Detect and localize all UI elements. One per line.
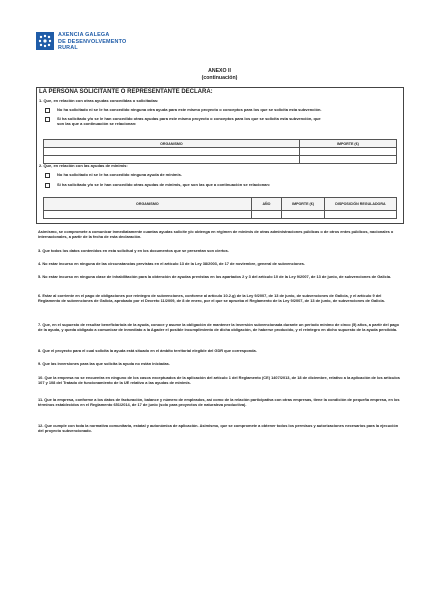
table1-cell[interactable] <box>299 148 396 156</box>
agency-name-line2: DE DESENVOLVEMENTO <box>58 38 127 45</box>
table2-cell[interactable] <box>324 211 396 219</box>
question-2: 2. Que, en relación con las ayudas de minimis: <box>39 163 128 168</box>
declaration-item-7: 7. Que, en el supuesto de resultar beneficiario/a de la ayuda, conoce y asume la obligación de mantener la inversión subvencionada durante un periodo mínimo de cinco (5) años, a partir del pago de la ayuda, y queda obligado a comunicar de inmediato a la Agader el posible incumplimiento de dicha obligación, de haberse producido, y el reintegro en dicho supuesto de la ayuda percibida. <box>38 322 400 332</box>
annex-title <box>0 68 439 82</box>
q1-option2-label-a: Sí ha solicitado y/o se le han concedido otras ayudas para este mismo proyecto o conceptos para los que se solicita esta subvención, que <box>57 116 321 121</box>
q2-option1-checkbox[interactable] <box>45 173 50 178</box>
table2-header-amount: IMPORTE (€) <box>282 198 325 211</box>
table2-cell[interactable] <box>251 211 282 219</box>
q1-option2-checkbox[interactable] <box>45 117 50 122</box>
declaration-item-8: 8. Que el proyecto para el cual solicita la ayuda está situado en el ámbito territorial elegible del GDR que corresponda. <box>38 348 257 353</box>
other-aids-table <box>43 139 397 164</box>
declaration-item-6: 6. Estar al corriente en el pago de obligaciones por reintegro de subvenciones, conforme al artículo 10.2.g) de la Ley 9/2007, de 13 de junio, de subvenciones de Galicia, y el artículo 9 del Reglamento de subvenciones de Galicia, aprobado por el Decreto 11/2009, de 8 de enero, por el que se aprueba el Reglamento de la Ley 9/2007, de 13 de junio, de subvenciones de Galicia. <box>38 293 385 303</box>
q2-option2-checkbox[interactable] <box>45 183 50 188</box>
agency-name <box>58 32 126 52</box>
table2-header-year: AÑO <box>251 198 282 211</box>
table1-header-organism: ORGANISMO <box>44 140 300 148</box>
declaration-item-12: 12. Que cumple con toda la normativa comunitaria, estatal y autonómica de aplicación. Asimismo, que se compromete a obtener todos los permisos y autorizaciones necesarios para la ejecución del proyecto subvencionado. <box>38 423 399 433</box>
agency-logo <box>36 32 126 52</box>
table1-header-amount: IMPORTE (€) <box>299 140 396 148</box>
minimis-aids-table <box>43 197 397 219</box>
declaration-item-5: 5. No estar incurso en ninguna clase de inhabilitación para la obtención de ayudas previstas en los apartados 2 y 3 del artículo 10 de la Ley 9/2007, de 13 de junio, de subvenciones de Galicia. <box>38 274 392 279</box>
declaration-item-10: 10. Que la empresa no se encuentra en ninguno de los casos exceptuados de la aplicación del artículo 1 del Reglamento (CE) 1407/2013, de 18 de diciembre, relativo a la aplicación de los artículos 107 y 108 del Tratado de funcionamiento de la UE relativo a las ayudas de minimis. <box>38 375 400 385</box>
table1-cell[interactable] <box>299 156 396 164</box>
declaration-item-9: 9. Que las inversiones para las que solicita la ayuda no están iniciadas. <box>38 361 170 366</box>
commitment-paragraph: Asimismo, se compromete a comunicar inmediatamente cuantas ayudas solicite y/o obtenga en régimen de minimis de otras administraciones públicas o de otros entes públicos, nacionales o internacionales, a partir de la fecha de esta declaración. <box>38 229 394 239</box>
q2-option1-label: No ha solicitado ni se le ha concedido ninguna ayuda de minimis. <box>57 172 182 177</box>
q1-option1-checkbox[interactable] <box>45 108 50 113</box>
declaration-title: LA PERSONA SOLICITANTE O REPRESENTANTE DECLARA: <box>39 89 213 95</box>
q1-option2-label-b: son las que a continuación se relacionan: <box>57 121 137 126</box>
agency-name-line1: AXENCIA GALEGA <box>58 32 110 38</box>
q2-option2-label: Sí ha solicitado y/o se le han concedido otras ayudas de minimis, que son las que a continuación se relacionan: <box>57 182 271 187</box>
table2-cell[interactable] <box>44 211 252 219</box>
table1-cell[interactable] <box>44 148 300 156</box>
declaration-item-3: 3. Que todos los datos contenidos en esta solicitud y en los documentos que se presentan son ciertos. <box>38 248 229 253</box>
question-1: 1. Que, en relación con otras ayudas concedidas o solicitadas: <box>39 98 159 103</box>
annex-label: ANEXO II <box>208 68 231 74</box>
table2-cell[interactable] <box>282 211 325 219</box>
agency-name-line3: RURAL <box>58 45 78 52</box>
q1-option1-label: No ha solicitado ni se le ha concedido ninguna otra ayuda para este mismo proyecto o conceptos para los que se solicita esta subvención. <box>57 107 322 112</box>
declaration-item-4: 4. No estar incurso en ninguna de las circunstancias previstas en el artículo 13 de la Ley 38/2003, de 17 de noviembre, general de subvenciones. <box>38 261 306 266</box>
agency-emblem-icon <box>36 32 54 50</box>
table2-header-regulation: DISPOSICIÓN REGULADORA <box>324 198 396 211</box>
continuation-label: (continuación) <box>201 75 238 81</box>
declaration-item-11: 11. Que la empresa, conforme a los datos de facturación, balance y número de empleados, así como de la relación participativa con otras empresas, tiene la condición de pequeña empresa, en los términos establecidos en el Reglamento 651/2014, de 17 de junio (solo para proyectos de naturaleza productiva). <box>38 397 400 407</box>
table2-header-organism: ORGANISMO <box>44 198 252 211</box>
